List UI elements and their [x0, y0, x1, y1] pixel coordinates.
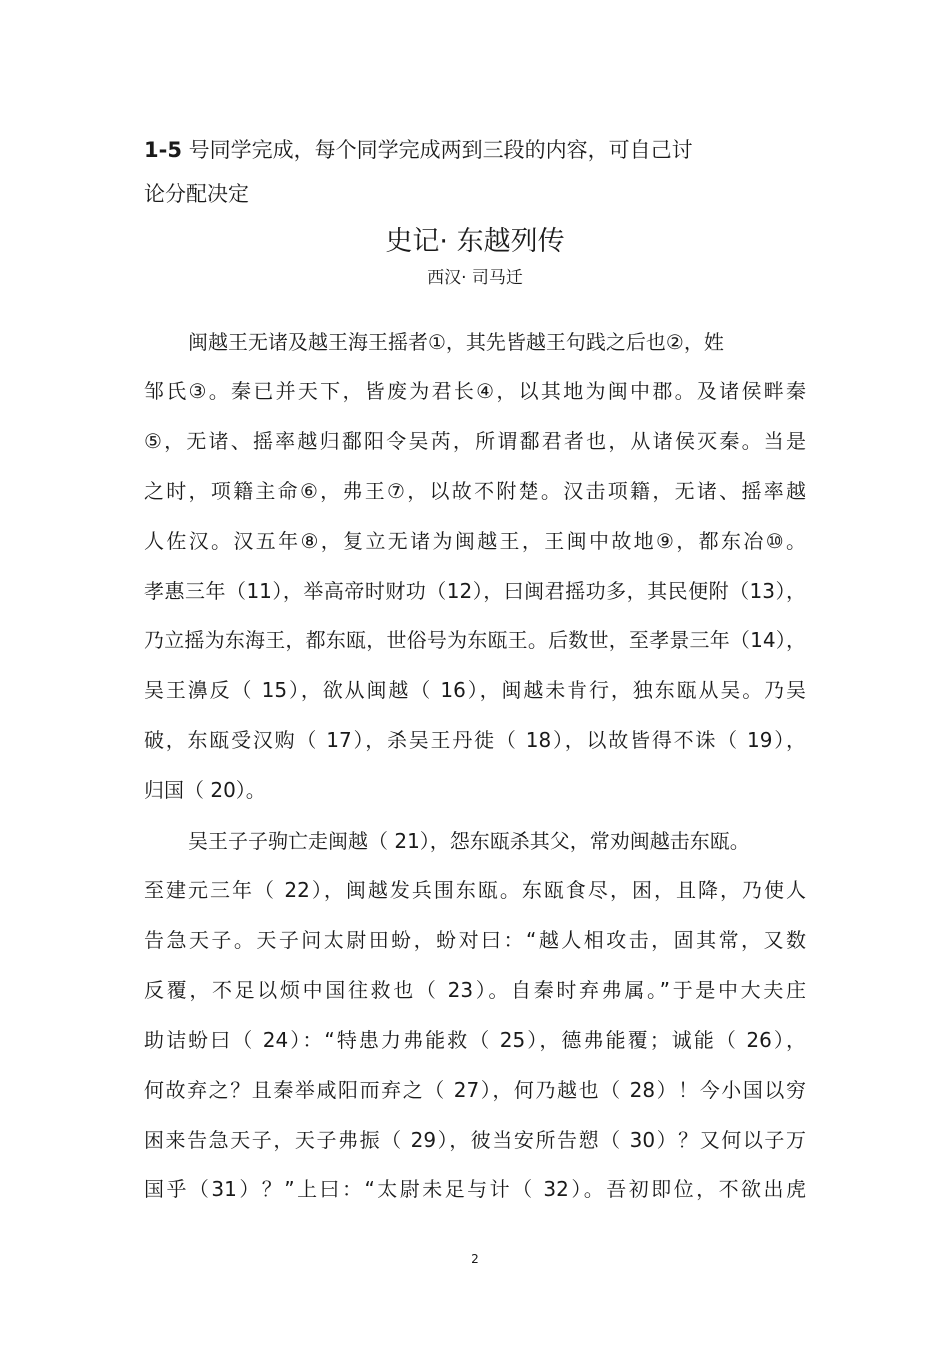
paragraph-1-line: 闽越王无诸及越王海王摇者①，其先皆越王句践之后也②，姓: [188, 330, 724, 354]
instruction-text: 号同学完成，每个同学完成两到三段的内容，可自己讨: [181, 138, 693, 162]
paragraph-2-line: 至建元三年（ 22），闽越发兵围东瓯。东瓯食尽，困，且降，乃使人: [144, 878, 806, 902]
paragraph-2-line: 告急天子。天子问太尉田蚡，蚡对曰：“越人相攻击，固其常，又数: [144, 928, 806, 952]
paragraph-2-line: 困来告急天子，天子弗振（ 29），彼当安所告愬（ 30）？又何以子万: [144, 1128, 806, 1152]
paragraph-1-line: 破，东瓯受汉购（ 17），杀吴王丹徙（ 18），以故皆得不诛（ 19），: [144, 728, 806, 752]
author-byline: 西汉· 司马迁: [427, 268, 523, 288]
paragraph-1-line: ⑤，无诸、摇率越归鄱阳令吴芮，所谓鄱君者也，从诸侯灭秦。当是: [144, 429, 806, 453]
document-title: 史记· 东越列传: [385, 226, 565, 257]
paragraph-1-line: 乃立摇为东海王，都东瓯，世俗号为东瓯王。后数世，至孝景三年（14），: [144, 628, 806, 652]
paragraph-1-line: 吴王濞反（ 15），欲从闽越（ 16），闽越未肯行，独东瓯从吴。乃吴: [144, 678, 806, 702]
instruction-line-1: [144, 128, 804, 172]
paragraph-2-line: 反覆，不足以烦中国往救也（ 23）。自秦时弃弗属。”于是中大夫庄: [144, 978, 806, 1002]
assignment-instruction: [144, 128, 804, 216]
paragraph-2-line: 助诘蚡曰（ 24）：“特患力弗能救（ 25），德弗能覆；诚能（ 26），: [144, 1028, 806, 1052]
paragraph-1-line: 人佐汉。汉五年⑧，复立无诸为闽越王，王闽中故地⑨，都东冶⑩。: [144, 529, 806, 553]
group-number: 1-5: [144, 138, 182, 162]
page-number: 2: [471, 1252, 479, 1266]
paragraph-2-line: 何故弃之？且秦举咸阳而弃之（ 27），何乃越也（ 28）！今小国以穷: [144, 1078, 806, 1102]
paragraph-2-line: 吴王子子驹亡走闽越（ 21），怨东瓯杀其父，常劝闽越击东瓯。: [188, 829, 750, 853]
paragraph-1-line: 邹氏③。秦已并天下，皆废为君长④，以其地为闽中郡。及诸侯畔秦: [144, 379, 806, 403]
instruction-line-2: 论分配决定: [144, 182, 249, 206]
paragraph-1-line: 之时，项籍主命⑥，弗王⑦，以故不附楚。汉击项籍，无诸、摇率越: [144, 479, 806, 503]
paragraph-2-line: 国乎（31）？”上曰：“太尉未足与计（ 32）。吾初即位，不欲出虎: [144, 1177, 806, 1201]
paragraph-1-line: 归国（ 20）。: [144, 778, 266, 802]
paragraph-1-line: 孝惠三年（11），举高帝时财功（12），曰闽君摇功多，其民便附（13），: [144, 579, 806, 603]
